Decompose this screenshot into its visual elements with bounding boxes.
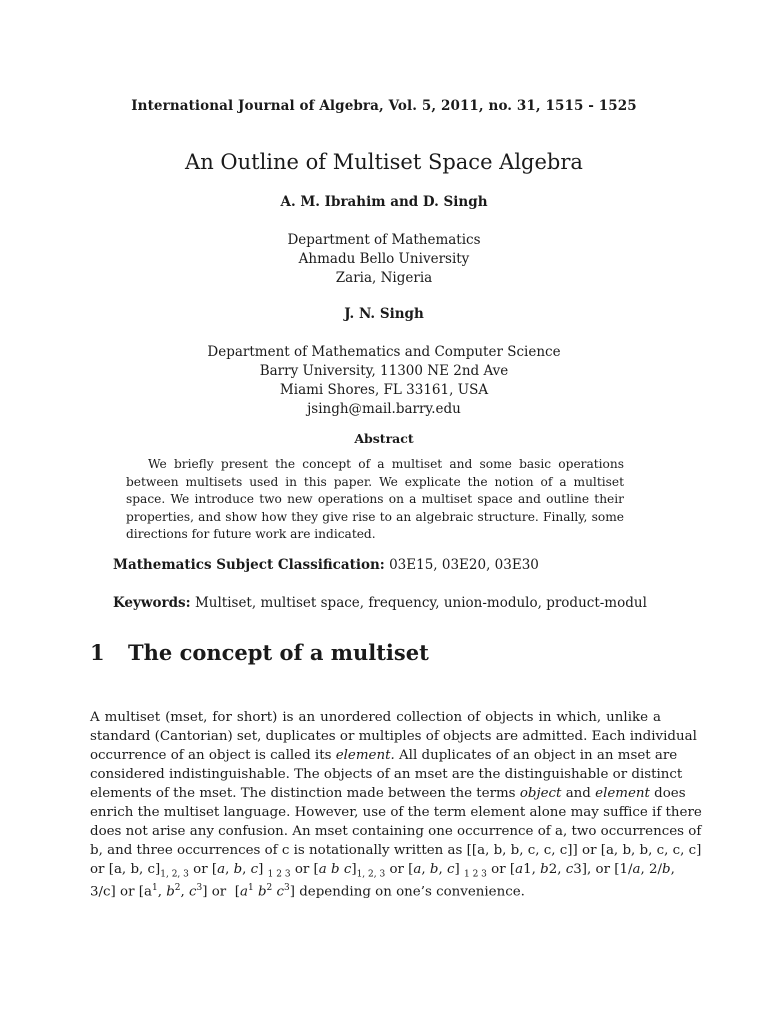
emphasis-object: object (519, 786, 562, 801)
keywords-line (113, 595, 647, 611)
emphasis-element: element (595, 786, 650, 801)
msc-line (113, 557, 539, 573)
body-line: enrich the multiset language. However, use of the term element alone may suffice if there (90, 805, 702, 820)
msc-value: 03E15, 03E20, 03E30 (389, 557, 539, 573)
body-line: 3/c] or [$a^1$, $b^2$, $c^3$] or [$a^1$ $b^2$ $c^3$] depending on one’s convenience. (90, 883, 525, 900)
body-fragment: or [a, b, c] (90, 862, 161, 877)
body-fragment: elements of the mset. The distinction made between the terms (90, 786, 520, 801)
section-body (90, 708, 702, 900)
body-line (90, 784, 686, 803)
affiliation-2-line: Barry University, 11300 NE 2nd Ave (259, 363, 509, 379)
affiliation-2 (0, 343, 768, 419)
body-fragment: 3/c] or [a (90, 884, 152, 900)
body-line (90, 746, 678, 765)
email-address: jsingh@mail.barry.edu (307, 401, 461, 417)
section-title: The concept of a multiset (128, 640, 429, 665)
body-line: considered indistinguishable. The objects of an mset are the distinguishable or distinct (90, 767, 683, 782)
abstract-text: We briefly present the concept of a multiset and some basic operations between multisets used in this paper. We explicate the notion of a multiset space. We introduce two new operations on a multiset space and outline their properties, and show how they give rise to an algebraic structure. Finally, some directions for future work are indicated. (126, 457, 624, 541)
affiliation-1-line: Zaria, Nigeria (335, 270, 433, 286)
body-line: does not arise any confusion. An mset containing one occurrence of a, two occurrences of (90, 824, 702, 839)
body-fragment: depending on one’s convenience. (299, 884, 525, 900)
emphasis-element: element. (335, 748, 395, 763)
author-group-1: A. M. Ibrahim and D. Singh (280, 194, 488, 210)
author-group-2: J. N. Singh (344, 306, 424, 322)
affiliation-1 (0, 231, 768, 288)
paper-title: An Outline of Multiset Space Algebra (185, 150, 583, 174)
body-line: or [a, b, $c]_{1, 2, 3}$ or [a, b, c] $_{1 2 3}$ or [a b $c]_{1, 2, 3}$ or [a, b, c] $_{1 2 3}$ or [a1, b2, c3], or [1/a, 2/b, (90, 862, 675, 880)
section-heading (90, 640, 429, 665)
body-line: b, and three occurrences of c is notationally written as [[a, b, b, c, c, c]] or [a, b, b, c, c, c] (90, 843, 702, 858)
abstract-heading: Abstract (354, 431, 414, 446)
affiliation-1-line: Department of Mathematics (287, 232, 481, 248)
body-fragment: and (565, 786, 591, 801)
body-line: A multiset (mset, for short) is an unordered collection of objects in which, unlike a (90, 710, 661, 725)
keywords-label: Keywords: (113, 595, 191, 611)
affiliation-1-line: Ahmadu Bello University (298, 251, 470, 267)
body-fragment: does (654, 786, 686, 801)
keywords-value: Multiset, multiset space, frequency, union-modulo, product-modul (194, 595, 647, 611)
body-line: standard (Cantorian) set, duplicates or multiples of objects are admitted. Each individual (90, 729, 697, 744)
section-number: 1 (90, 640, 105, 665)
body-fragment: occurrence of an object is called its (90, 748, 336, 763)
affiliation-2-line: Miami Shores, FL 33161, USA (279, 382, 489, 398)
msc-label: Mathematics Subject Classification: (113, 557, 385, 573)
body-fragment: All duplicates of an object in an mset are (399, 748, 678, 763)
affiliation-2-line: Department of Mathematics and Computer Science (207, 344, 561, 360)
journal-header: International Journal of Algebra, Vol. 5, 2011, no. 31, 1515 - 1525 (131, 98, 637, 114)
